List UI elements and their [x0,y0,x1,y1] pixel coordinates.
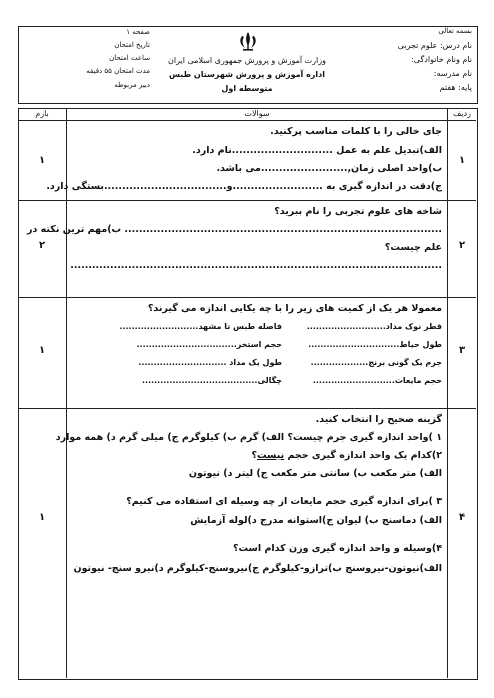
row-score: ۲ [38,240,46,251]
school-level: متوسطه اول [221,84,273,93]
table-header-divider [18,120,476,121]
row-number: ۳ [458,345,466,356]
question-line: ........................................................................................ ب)مهم ترین نکته در [27,224,442,235]
quantity-item: حجم استخر................................. [136,340,282,349]
row-number: ۴ [458,512,466,523]
row-score: ۱ [38,345,46,356]
answer-options: الف) متر مکعب ب) سانتی متر مکعب ج) لیتر د) نیوتون [188,468,442,479]
teacher-label: دبیر مربوطه [114,81,150,89]
page-number: صفحه ۱ [126,28,150,36]
question-line: ۴)وسیله و واحد اندازه گیری وزن کدام است؟ [232,543,442,554]
quantity-item: حجم مایعات........................... [312,376,442,385]
exam-date-label: تاریخ امتحان [114,41,150,49]
questions-table [18,108,478,680]
question-line: علم چیست؟ [384,242,442,253]
department-name: اداره آموزش و پرورش شهرستان طبس [169,70,325,79]
column-header-score: بارم [35,109,49,118]
row-divider-3 [18,408,476,409]
row-divider-2 [18,297,476,298]
question-title: شاخه های علوم تجربی را نام ببرید؟ [274,206,442,217]
exam-time-label: ساعت امتحان [109,54,150,62]
question-line: الف)تبدیل علم به عمل ............................نام دارد. [192,145,442,156]
question-title: گزینه صحیح را انتخاب کنید. [315,414,442,425]
row-score: ۱ [38,155,46,166]
quantity-item: قطر نوک مداد.......................... [306,322,442,331]
question-line: ب)واحد اصلی زمان,........................می باشد. [216,163,442,174]
subject-label: نام درس: علوم تجربی [397,41,472,50]
question-title: جای خالی را با کلمات مناسب پرکنید. [270,126,442,137]
row-score: ۱ [38,512,46,523]
quantity-item: جرم یک گونی برنج................... [310,358,442,367]
row-divider-1 [18,200,476,201]
quantity-item: طول حیاط.............................. [308,340,442,349]
question-line [251,450,442,461]
bismillah-text: بسمه تعالی [438,27,472,35]
exam-duration-label: مدت امتحان ۵۵ دقیقه [86,67,150,75]
row-number: ۱ [458,155,466,166]
row-number: ۲ [458,240,466,251]
score-column-divider [66,108,67,678]
ministry-name: وزارت آموزش و پرورش جمهوری اسلامی ایران [168,56,326,65]
question-mark: ؟ [251,450,257,461]
question-text: ۲)کدام یک واحد اندازه گیری حجم [287,450,442,461]
question-title: معمولا هر یک از کمیت های زیر را با چه یکایی اندازه می گیرند؟ [147,303,442,314]
row-column-divider [447,108,448,678]
question-line: ج)دقت در اندازه گیری به .........................و..................................بستگی دارد. [46,181,442,192]
question-line: ....................................................................................................... [70,260,442,271]
student-name-label: نام ونام خانوادگی: [411,55,472,64]
column-header-row: ردیف [453,109,471,118]
school-name-label: نام مدرسه: [433,69,472,78]
column-header-questions: سوالات [244,109,270,118]
quantity-item: طول یک مداد ............................. [138,358,282,367]
question-line: ۳ )برای اندازه گیری حجم مایعات از چه وسیله ای استفاده می کنیم؟ [126,496,442,507]
grade-label: پایه: هفتم [439,83,472,92]
quantity-item: چگالی...................................... [141,376,282,385]
underlined-word: نیست [256,450,285,461]
iran-emblem-icon [236,30,260,52]
answer-options: الف)نیوتون-نیروسنج ب)ترازو-کیلوگرم ج)نیروسنج-کیلوگرم د)نیرو سنج- نیوتون [73,563,442,574]
answer-options: الف) دماسنج ب) لیوان ج)استوانه مدرج د)لوله آزمایش [190,515,442,526]
quantity-item: فاصله طبس تا مشهد.......................... [119,322,282,331]
question-line: ۱ )واحد اندازه گیری جرم چیست؟ الف) گرم ب) کیلوگرم ج) میلی گرم د) همه موارد [55,432,442,443]
